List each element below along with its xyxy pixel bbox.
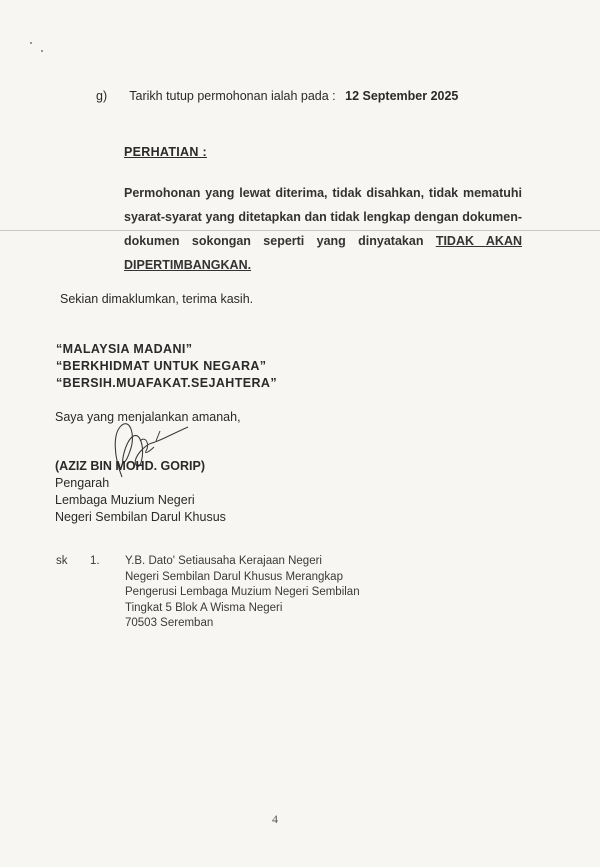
cc-address-line: Pengerusi Lembaga Muzium Negeri Sembilan bbox=[125, 586, 360, 598]
cc-address-line: Y.B. Dato' Setiausaha Kerajaan Negeri bbox=[125, 555, 322, 567]
notice-emphasis-2: DIPERTIMBANGKAN. bbox=[124, 258, 252, 272]
signature-intro: Saya yang menjalankan amanah, bbox=[55, 410, 241, 424]
notice-line-1: Permohonan yang lewat diterima, tidak disahkan, tidak mematuhi bbox=[124, 186, 522, 200]
slogan-1: “MALAYSIA MADANI” bbox=[56, 342, 193, 356]
scan-speck bbox=[41, 50, 43, 52]
closing-date-value: 12 September 2025 bbox=[345, 89, 459, 103]
closing-date-item bbox=[96, 89, 458, 103]
item-marker: g) bbox=[96, 89, 108, 103]
signer-details bbox=[55, 458, 226, 526]
cc-address-line: 70503 Seremban bbox=[125, 617, 214, 629]
cc-address-line: Tingkat 5 Blok A Wisma Negeri bbox=[125, 601, 283, 614]
page-number: 4 bbox=[272, 812, 278, 826]
closing-date-label: Tarikh tutup permohonan ialah pada : bbox=[129, 89, 336, 103]
cc-address-line: Negeri Sembilan Darul Khusus Merangkap bbox=[125, 570, 343, 583]
cc-address bbox=[125, 554, 360, 632]
signer-title: Pengarah bbox=[55, 476, 110, 490]
closing-remark: Sekian dimaklumkan, terima kasih. bbox=[60, 292, 254, 306]
signer-org-2: Negeri Sembilan Darul Khusus bbox=[55, 510, 226, 524]
notice-line-4 bbox=[124, 253, 522, 277]
cc-label: sk bbox=[56, 555, 68, 567]
scan-speck bbox=[30, 42, 32, 44]
slogans bbox=[56, 341, 277, 392]
slogan-3: “BERSIH.MUAFAKAT.SEJAHTERA” bbox=[56, 376, 277, 390]
signer-name: (AZIZ BIN MOHD. GORIP) bbox=[55, 459, 205, 473]
notice-paragraph bbox=[124, 181, 522, 277]
cc-number: 1. bbox=[90, 555, 100, 567]
notice-emphasis-1: TIDAK AKAN bbox=[435, 234, 522, 248]
notice-line-2: syarat-syarat yang ditetapkan dan tidak lengkap dengan dokumen- bbox=[124, 210, 522, 224]
notice-line-3 bbox=[124, 229, 522, 253]
slogan-2: “BERKHIDMAT UNTUK NEGARA” bbox=[56, 359, 267, 373]
signer-org-1: Lembaga Muzium Negeri bbox=[55, 493, 195, 507]
notice-line-3-text: dokumen sokongan seperti yang dinyatakan bbox=[124, 234, 424, 248]
perhatian-heading: PERHATIAN : bbox=[124, 145, 207, 159]
